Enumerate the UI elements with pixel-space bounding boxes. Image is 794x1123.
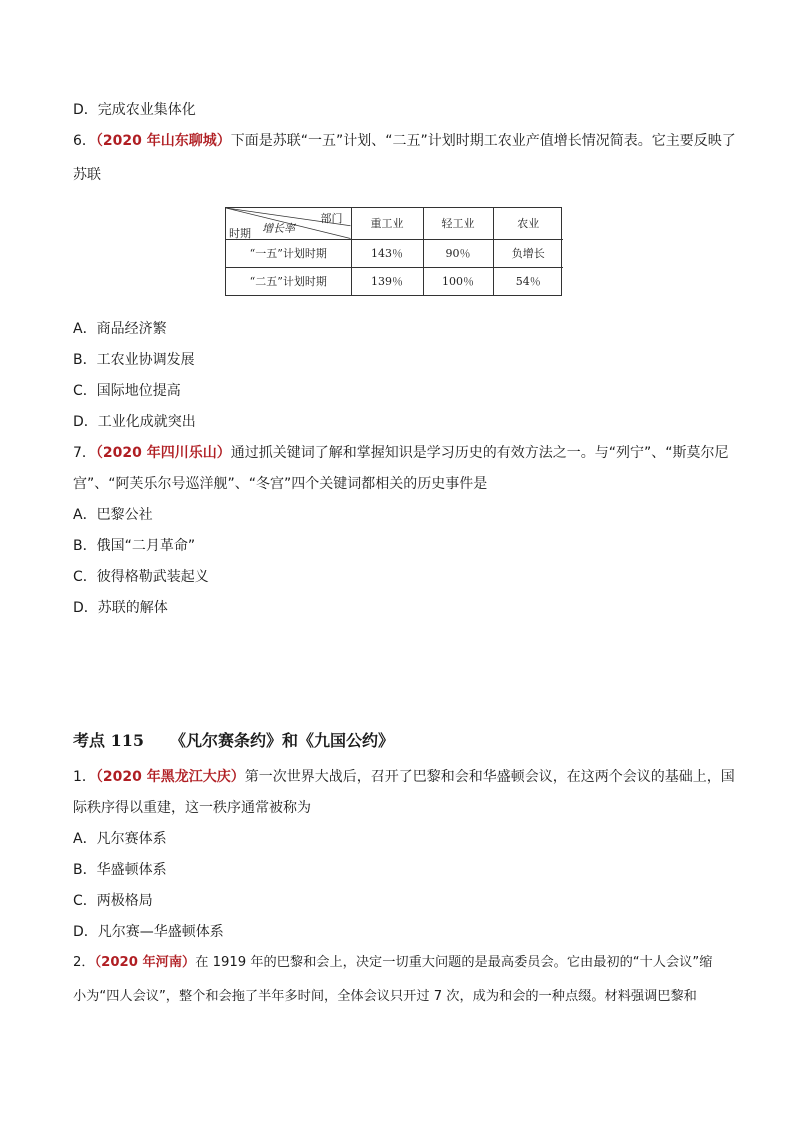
q6-option-a: A．商品经济繁 [73,321,167,337]
q7-stem-line1 [73,443,729,463]
table-diagonal-header [226,208,351,239]
s-q1-source: （2020 年黑龙江大庆） [95,769,245,785]
s-q2-text: 在 1919 年的巴黎和会上，决定一切重大问题的是最高委员会。它由最初的“十人会议”缩 [195,955,713,970]
table-cell: 90％ [423,239,493,267]
q7-source: （2020 年四川乐山） [95,445,231,461]
column-header: 轻工业 [423,208,493,239]
s-q1-stem-line1 [73,767,735,787]
s-q1-option-c: C．两极格局 [73,893,153,909]
q7-number: 7． [73,445,96,461]
s-q1-option-b: B．华盛顿体系 [73,862,167,878]
q7-stem-line2: 宫”、“阿芙乐尔号巡洋舰”、“冬宫”四个关键词都相关的历史事件是 [73,476,488,492]
section-heading [73,730,394,752]
q7-option-b: B．俄国“二月革命” [73,538,196,554]
table-cell: 54％ [493,267,563,295]
table-cell: 负增长 [493,239,563,267]
table-row [226,239,563,267]
diag-middle: 增长率 [262,222,295,235]
row-period: “一五”计划时期 [226,239,351,267]
section-title: 《凡尔赛条约》和《九国公约》 [169,731,394,750]
q6-option-d: D．工业化成就突出 [73,414,196,430]
s-q1-number: 1． [73,769,96,785]
q6-stem-line2: 苏联 [73,167,101,183]
table-cell: 100％ [423,267,493,295]
s-q2-number: 2． [73,955,95,970]
column-header: 重工业 [351,208,423,239]
row-period: “二五”计划时期 [226,267,351,295]
diag-top-right: 部门 [320,212,343,225]
column-header: 农业 [493,208,563,239]
s-q1-option-d: D．凡尔赛—华盛顿体系 [73,924,224,940]
q7-text: 通过抓关键词了解和掌握知识是学习历史的有效方法之一。与“列宁”、“斯莫尔尼 [230,445,729,461]
q6-option-c: C．国际地位提高 [73,383,181,399]
table-row [226,267,563,295]
q7-option-a: A．巴黎公社 [73,507,153,523]
q7-option-c: C．彼得格勒武装起义 [73,569,209,585]
table-cell: 139％ [351,267,423,295]
q6-option-b: B．工农业协调发展 [73,352,195,368]
s-q1-option-a: A．凡尔赛体系 [73,831,167,847]
diag-bottom-left: 时期 [229,227,251,240]
q6-number: 6． [73,133,96,149]
section-label: 考点 115 [73,731,144,750]
q7-option-d: D．苏联的解体 [73,600,168,616]
q6-stem-line1 [73,131,736,151]
s-q2-source: （2020 年河南） [94,955,196,970]
s-q1-stem-line2: 际秩序得以重建，这一秩序通常被称为 [73,800,311,816]
q5-option-d: D．完成农业集体化 [73,102,196,118]
s-q2-stem-line2: 小为“四人会议”，整个和会拖了半年多时间，全体会议只开过 7 次，成为和会的一种点缀。材料强调巴黎和 [73,989,697,1004]
q6-text: 下面是苏联“一五”计划、“二五”计划时期工农业产值增长情况简表。它主要反映了 [230,133,736,149]
s-q2-stem-line1 [73,953,712,973]
table-cell: 143％ [351,239,423,267]
growth-table [225,207,562,296]
s-q1-text: 第一次世界大战后，召开了巴黎和会和华盛顿会议，在这两个会议的基础上，国 [244,769,735,785]
q6-source: （2020 年山东聊城） [95,133,231,149]
